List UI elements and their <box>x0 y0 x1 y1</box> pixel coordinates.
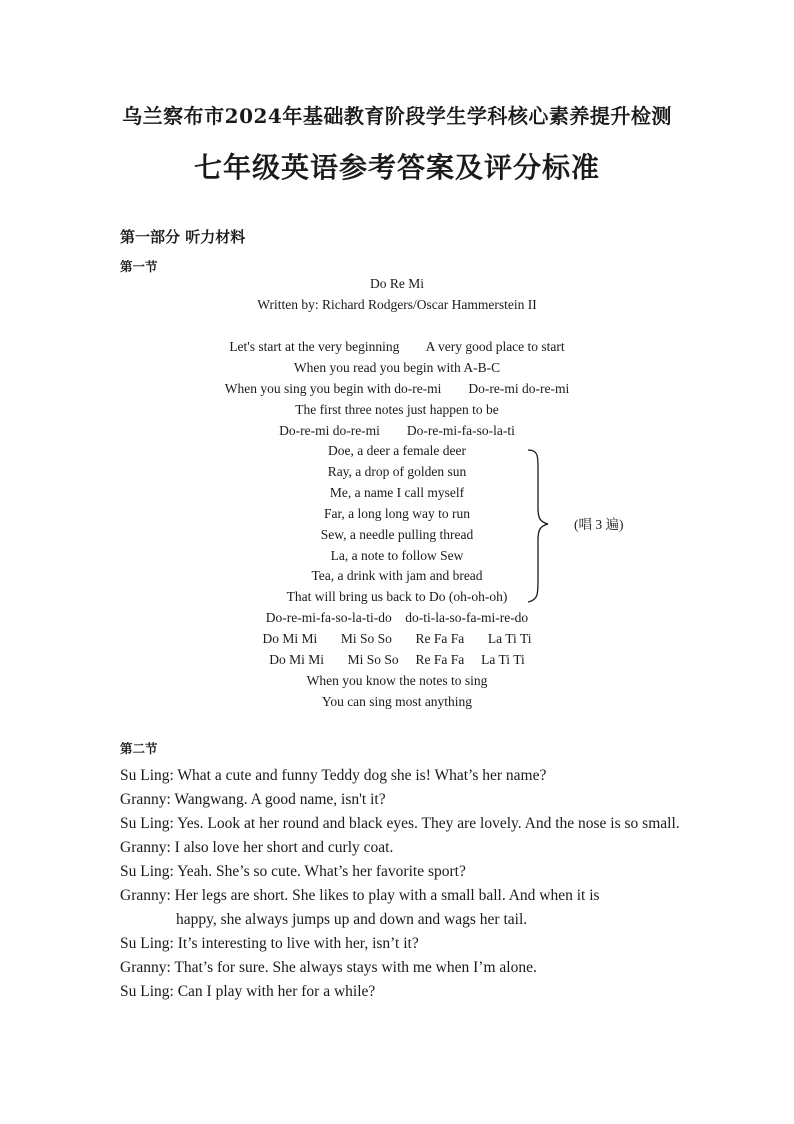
dialogue-line: Su Ling: It’s interesting to live with her, isn’t it? <box>120 935 419 952</box>
dialogue-line: Granny: Her legs are short. She likes to play with a small ball. And when it is <box>120 887 600 904</box>
document-title: 七年级英语参考答案及评分标准 <box>193 151 600 184</box>
song-title: Do Re Mi <box>370 276 424 291</box>
dialogue-block <box>120 764 680 1004</box>
dialogue-line: Su Ling: Yes. Look at her round and black eyes. They are lovely. And the nose is so small. <box>120 815 680 832</box>
song-line: Do-re-mi do-re-mi Do-re-mi-fa-so-la-ti <box>279 423 515 438</box>
repeat-brace <box>520 446 554 606</box>
song-author: Written by: Richard Rodgers/Oscar Hammerstein II <box>257 297 537 312</box>
dialogue-line: Su Ling: Yeah. She’s so cute. What’s her favorite sport? <box>120 863 466 880</box>
song-line: Me, a name I call myself <box>329 485 465 500</box>
exam-title: 乌兰察布市2024年基础教育阶段学生学科核心素养提升检测 <box>122 104 672 128</box>
dialogue-line: Granny: Wangwang. A good name, isn't it? <box>120 791 386 808</box>
song-line: That will bring us back to Do (oh-oh-oh) <box>286 589 508 604</box>
part-one-heading: 第一部分 听力材料 <box>120 228 246 246</box>
song-line: Far, a long long way to run <box>323 506 471 521</box>
song-line: Do Mi Mi Mi So So Re Fa Fa La Ti Ti <box>269 652 525 667</box>
song-line: Do Mi Mi Mi So So Re Fa Fa La Ti Ti <box>262 631 532 646</box>
song-line: When you sing you begin with do-re-mi Do-re-mi do-re-mi <box>224 381 570 396</box>
dialogue-line: Su Ling: Can I play with her for a while? <box>120 983 376 1000</box>
dialogue-line-continued: happy, she always jumps up and down and wags her tail. <box>176 911 528 928</box>
dialogue-line: Granny: I also love her short and curly coat. <box>120 839 394 856</box>
section-one-heading: 第一节 <box>120 259 158 274</box>
song-line: Ray, a drop of golden sun <box>327 464 467 479</box>
song-line: When you know the notes to sing <box>306 673 488 688</box>
song-line: You can sing most anything <box>321 694 473 709</box>
song-line: Let's start at the very beginning A very good place to start <box>229 339 565 354</box>
song-line: When you read you begin with A-B-C <box>293 360 501 375</box>
section-two-heading: 第二节 <box>120 741 158 756</box>
song-line: La, a note to follow Sew <box>330 548 464 563</box>
song-line: Do-re-mi-fa-so-la-ti-do do-ti-la-so-fa-mi-re-do <box>265 610 529 625</box>
repeat-note: (唱 3 遍) <box>574 517 624 532</box>
dialogue-line: Granny: That’s for sure. She always stays with me when I’m alone. <box>120 959 537 976</box>
dialogue-line: Su Ling: What a cute and funny Teddy dog she is! What’s her name? <box>120 767 547 784</box>
song-line: Tea, a drink with jam and bread <box>311 568 483 583</box>
song-line: Sew, a needle pulling thread <box>320 527 474 542</box>
song-line: Doe, a deer a female deer <box>328 443 466 458</box>
song-line: The first three notes just happen to be <box>295 402 499 417</box>
